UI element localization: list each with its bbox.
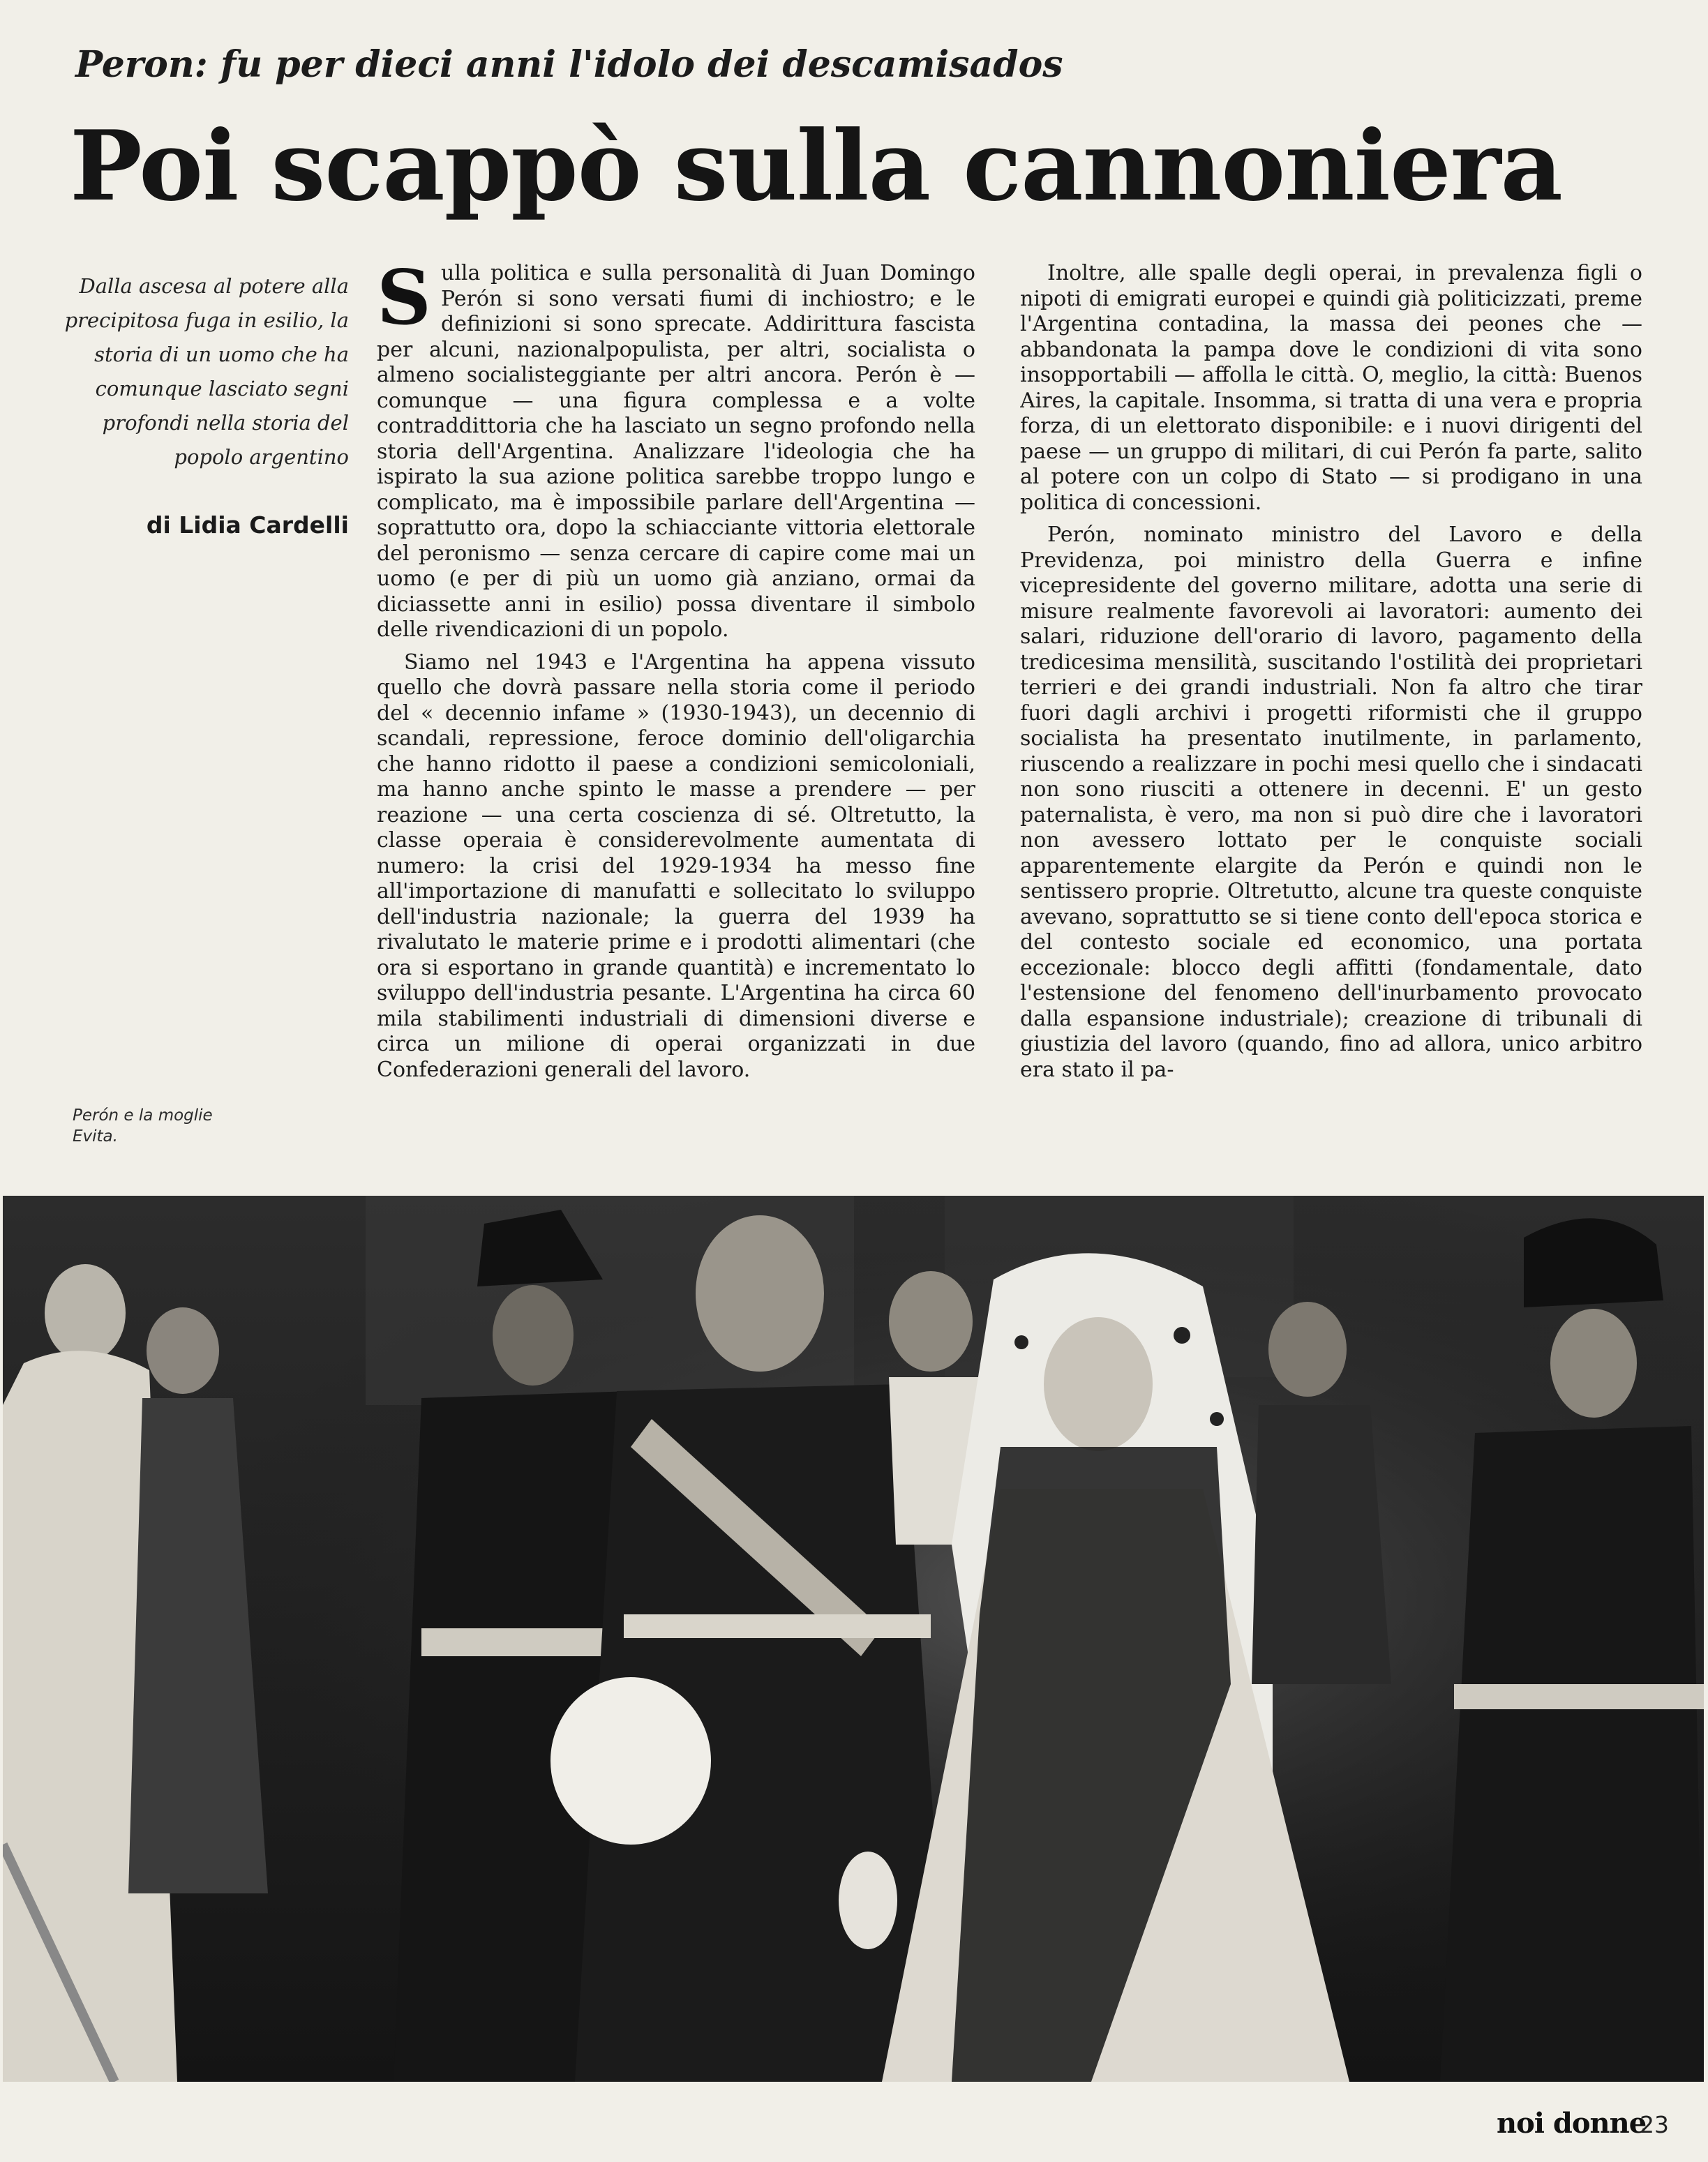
photo [3, 1196, 1704, 2082]
headline: Poi scappò sulla cannoniera [70, 109, 1562, 223]
article-column-2 [1020, 261, 1642, 1169]
page-number: 23 [1640, 2111, 1669, 2138]
paragraph [377, 261, 975, 643]
magazine-brand: noi donne [1497, 2107, 1647, 2140]
drop-cap: S [377, 261, 431, 342]
photo-caption: Perón e la moglie Evita. [73, 1106, 213, 1146]
paragraph-text: ulla politica e sulla personalità di Juan Domingo Perón si sono versati fiumi di inchiostro; e le definizioni si sono sprecate. Addirittura fascista per alcuni, nazionalpopulista, per altri, socialista o almeno socialisteggiante per altri ancora. Perón è — comunque — una figura complessa e a volte contraddittoria che ha lasciato un segno profondo nella storia dell'Argentina. Analizzare l'ideologia che ha ispirato la sua azione politica sarebbe troppo lungo e complicato, ma è impossibile parlare dell'Argentina — soprattutto ora, dopo la schiacciante vittoria elettorale del peronismo — senza cercare di capire come mai un uomo (e per di più un uomo già anziano, ormai da diciassette anni in esilio) possa diventare il simbolo delle rivendicazioni di un popolo. [377, 261, 975, 642]
byline: di Lidia Cardelli [146, 511, 349, 539]
paragraph: Inoltre, alle spalle degli operai, in prevalenza figli o nipoti di emigrati europei e quindi già politicizzati, preme l'Argentina contadina, la massa dei peones che — abbandonata la pampa dove le condizioni di vita sono insopportabili — affolla le città. O, meglio, la città: Buenos Aires, la capitale. Insomma, si tratta di una vera e propria forza, di un elettorato disponibile: e i nuovi dirigenti del paese — un gruppo di militari, di cui Perón fa parte, salito al potere con un colpo di Stato — si prodigano in una politica di concessioni. [1020, 261, 1642, 515]
lead-text: Dalla ascesa al potere alla precipitosa fuga in esilio, la storia di un uomo che ha comunque lasciato segni profondi nella storia del popolo argentino [64, 274, 349, 469]
article-column-1 [377, 261, 975, 1169]
paragraph: Perón, nominato ministro del Lavoro e della Previdenza, poi ministro della Guerra e infine vicepresidente del governo militare, adotta una serie di misure realmente favorevoli ai lavoratori: aumento dei salari, riduzione dell'orario di lavoro, pagamento della tredicesima mensilità, suscitando l'ostilità dei proprietari terrieri e dei grandi industriali. Non fa altro che tirar fuori dagli archivi i progetti riformisti che il gruppo socialista ha presentato inutilmente, in parlamento, riuscendo a realizzare in pochi mesi quello che i sindacati non sono riusciti a ottenere in decenni. E' un gesto paternalista, è vero, ma non si può dire che i lavoratori non avessero lottato per le conquiste sociali apparentemente elargite da Perón e quindi non le sentissero proprie. Oltretutto, alcune tra queste conquiste avevano, soprattutto se si tiene conto dell'epoca storica e del contesto sociale ed economico, una portata eccezionale: blocco degli affitti (fondamentale, dato l'estensione del fenomeno dell'inurbamento provocato dalla espansione industriale); creazione di tribunali di giustizia del lavoro (quando, fino ad allora, unico arbitro era stato il pa- [1020, 523, 1642, 1082]
kicker: Peron: fu per dieci anni l'idolo dei descamisados [75, 43, 1063, 86]
paragraph: Siamo nel 1943 e l'Argentina ha appena vissuto quello che dovrà passare nella storia come il periodo del « decennio infame » (1930-1943), un decennio di scandali, repressione, feroce dominio dell'oligarchia che hanno ridotto il paese a condizioni semicoloniali, ma hanno anche spinto le masse a prendere — per reazione — una certa coscienza di sé. Oltretutto, la classe operaia è considerevolmente aumentata di numero: la crisi del 1929-1934 ha messo fine all'importazione di manufatti e sollecitato lo sviluppo dell'industria nazionale; la guerra del 1939 ha rivalutato le materie prime e i prodotti alimentari (che ora si esportano in grande quantità) e incrementato lo sviluppo dell'industria pesante. L'Argentina ha circa 60 mila stabilimenti industriali di dimensioni diverse e circa un milione di operai organizzati in due Confederazioni generali del lavoro. [377, 650, 975, 1082]
photo-illustration [3, 1196, 1704, 2082]
